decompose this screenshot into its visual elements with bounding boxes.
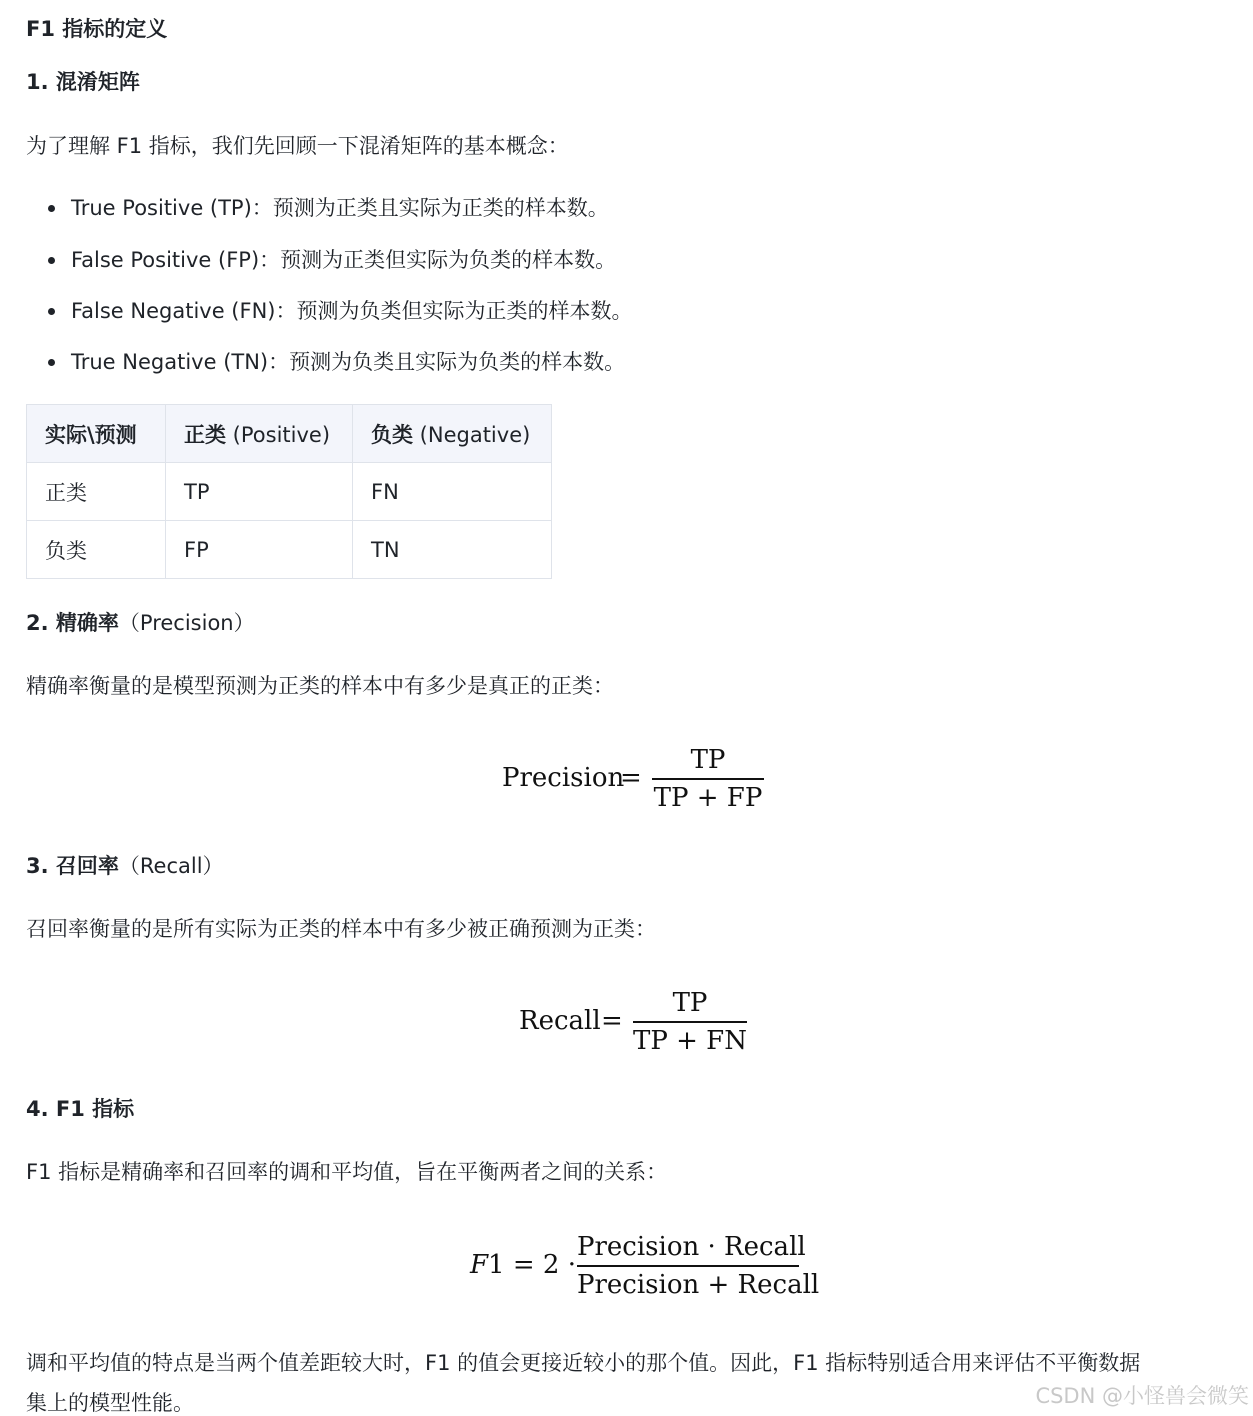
table-header-cell: 实际\预测 [27,405,166,463]
fraction-bar [652,778,764,780]
formula-fraction [577,1230,820,1302]
formula-denominator: Precision + Recall [577,1269,820,1300]
formula-lhs: F1 = 2 · [470,1250,576,1280]
table-header-cell: 正类 (Positive) [166,405,353,463]
table-cell: FN [353,463,552,521]
table-row [27,463,552,521]
section-heading-confusion-matrix: 1. 混淆矩阵 [26,70,140,94]
fraction-bar [633,1021,747,1023]
list-item-desc: ：预测为正类但实际为负类的样本数。 [259,248,617,272]
confusion-matrix-intro: 为了理解 F1 指标，我们先回顾一下混淆矩阵的基本概念： [26,134,569,158]
list-item-term: False Negative (FN) [71,299,276,323]
formula-denominator: TP + FN [633,1025,747,1056]
formula-lhs: Recall [519,1006,601,1036]
list-item-desc: ：预测为正类且实际为正类的样本数。 [251,196,609,220]
page-title: F1 指标的定义 [26,17,168,41]
precision-description: 精确率衡量的是模型预测为正类的样本中有多少是真正的正类： [26,674,614,698]
table-header-row [27,405,552,463]
f1-description: F1 指标是精确率和召回率的调和平均值，旨在平衡两者之间的关系： [26,1160,668,1184]
formula-equals: = [620,763,642,793]
list-item-desc: ：预测为负类且实际为负类的样本数。 [268,350,626,374]
bullet-icon [48,205,55,212]
formula-fraction [652,743,764,815]
formula-fraction [633,986,747,1058]
table-cell: TN [353,521,552,579]
table-cell: TP [166,463,353,521]
formula-equals: = [601,1006,623,1036]
table-header-cell: 负类 (Negative) [353,405,552,463]
list-item-term: False Positive (FP) [71,248,260,272]
bullet-icon [48,359,55,366]
watermark: CSDN @小怪兽会微笑 [1035,1384,1249,1408]
list-item-term: True Positive (TP) [71,196,252,220]
formula-denominator: TP + FP [653,782,763,813]
f1-conclusion-line: 调和平均值的特点是当两个值差距较大时，F1 的值会更接近较小的那个值。因此，F1 指标特别适合用来评估不平衡数据 [26,1351,1141,1375]
section-heading-f1: 4. F1 指标 [26,1097,135,1121]
confusion-matrix-table [26,404,552,579]
formula-lhs: Precision [502,763,625,793]
section-heading-recall: 3. 召回率（Recall） [26,854,224,878]
bullet-icon [48,257,55,264]
list-item-term: True Negative (TN) [71,350,269,374]
section-heading-precision: 2. 精确率（Precision） [26,611,255,635]
formula-numerator: Precision · Recall [577,1232,806,1262]
fraction-bar [577,1265,799,1267]
recall-description: 召回率衡量的是所有实际为正类的样本中有多少被正确预测为正类： [26,917,656,941]
table-row [27,521,552,579]
table-cell: 负类 [27,521,166,579]
formula-numerator: TP [672,988,708,1018]
table-cell: 正类 [27,463,166,521]
f1-conclusion-line: 集上的模型性能。 [26,1391,194,1415]
formula-numerator: TP [690,745,726,775]
bullet-icon [48,308,55,315]
table-cell: FP [166,521,353,579]
list-item-desc: ：预测为负类但实际为正类的样本数。 [275,299,633,323]
